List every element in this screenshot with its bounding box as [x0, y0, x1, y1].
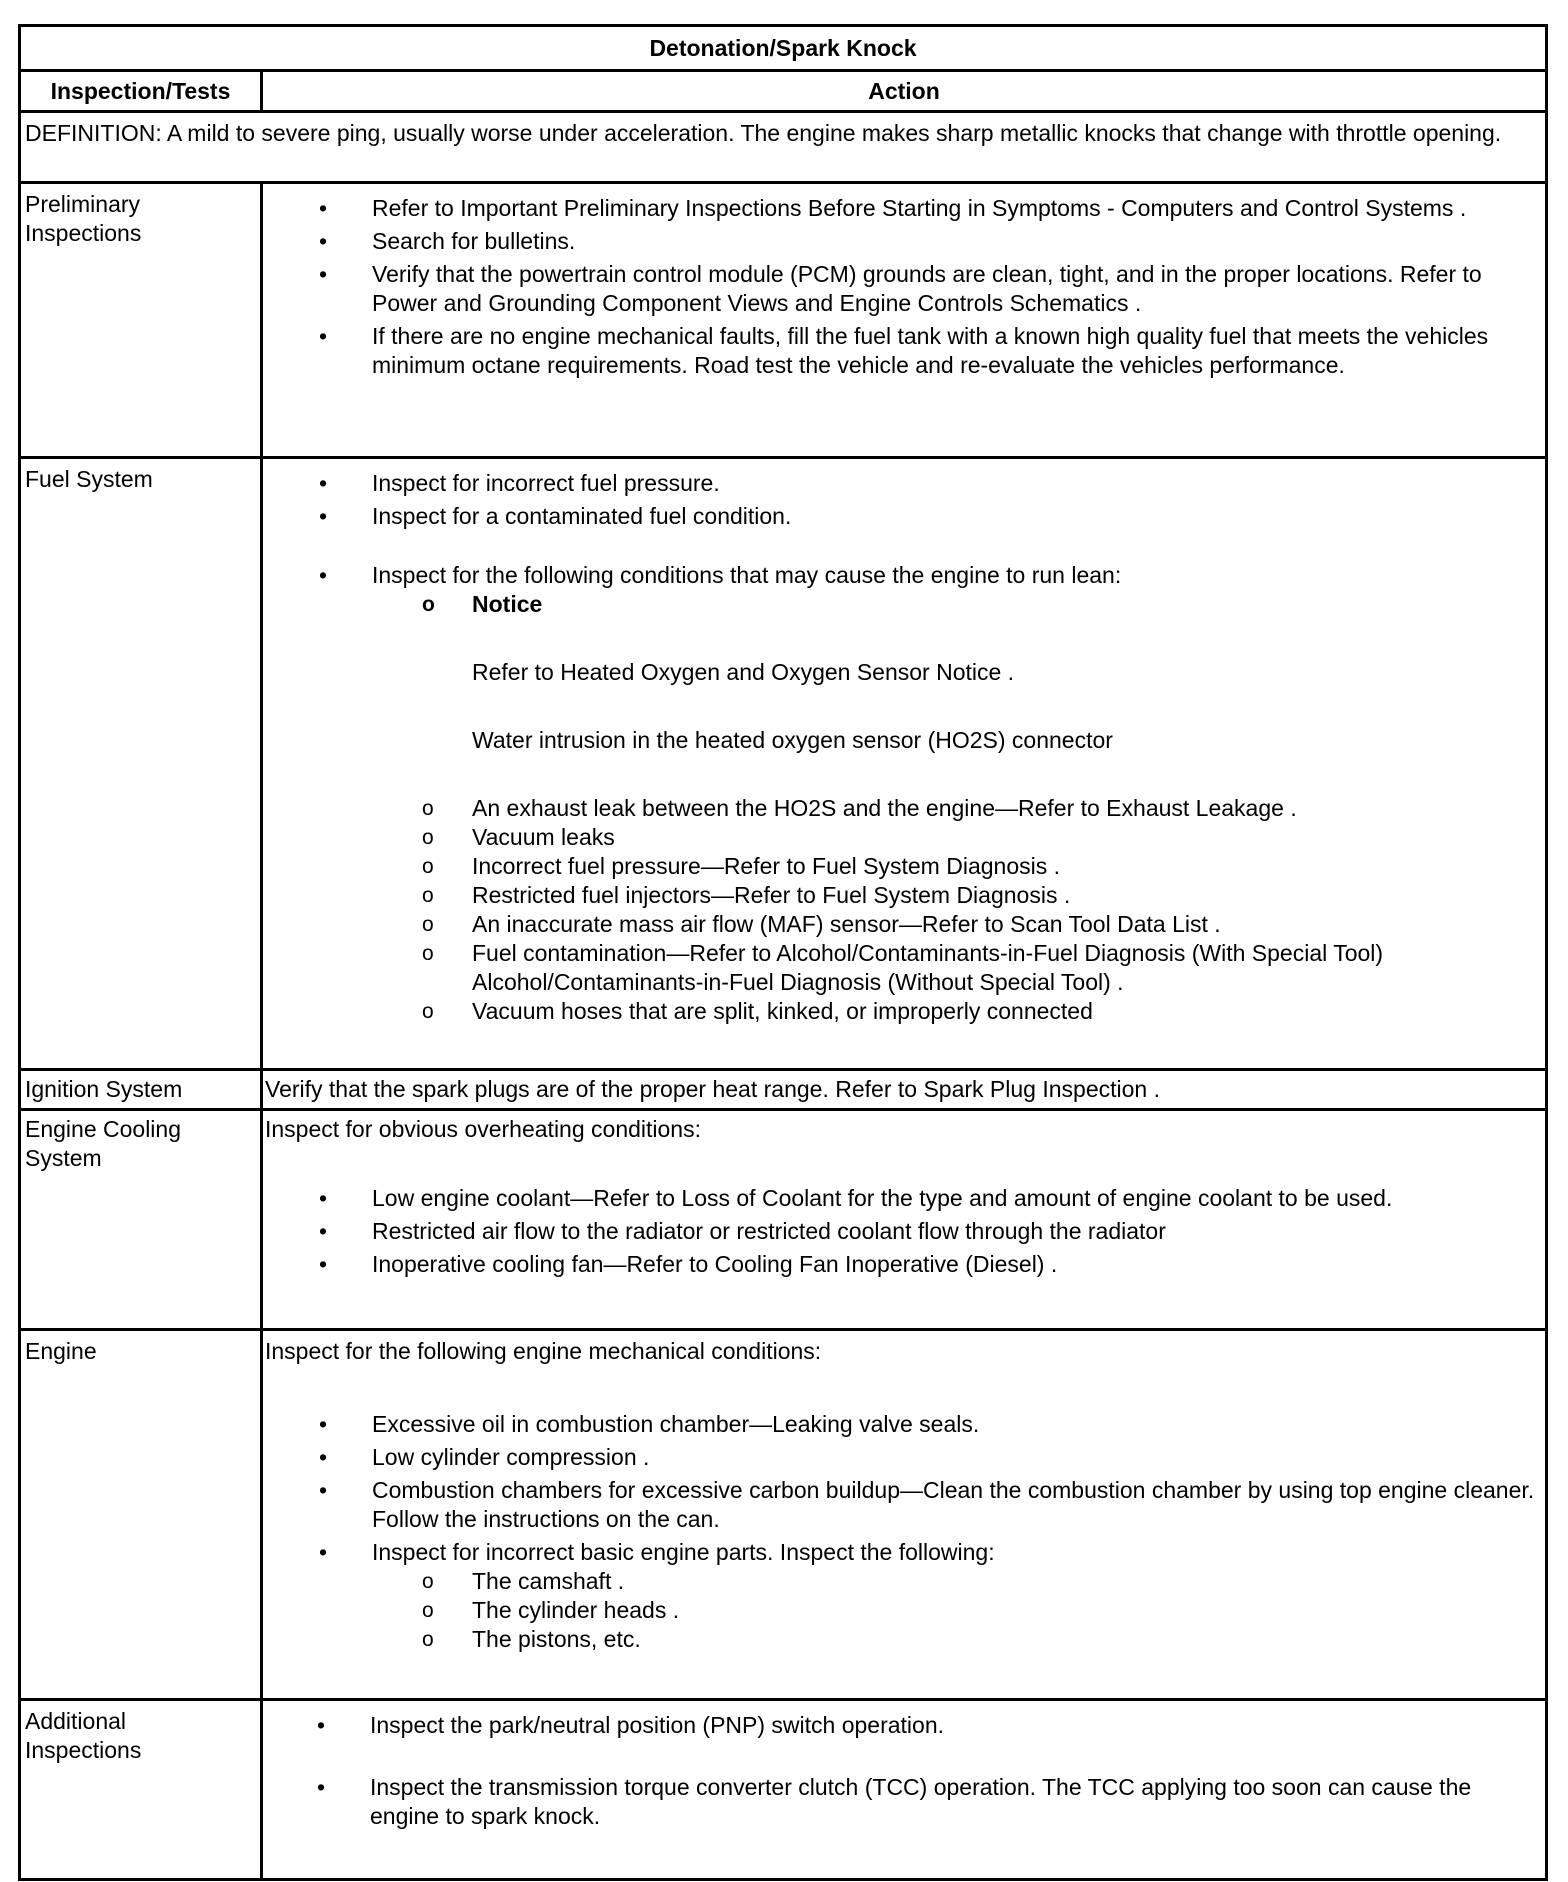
cooling-intro: Inspect for obvious overheating conditions: — [265, 1116, 701, 1142]
list-item: o Vacuum leaks — [267, 823, 1539, 852]
notice-text: Water intrusion in the heated oxygen sensor (HO2S) connector — [472, 727, 1113, 753]
fuel-sub-list — [267, 794, 1539, 1026]
label-preliminary-inspections: Preliminary Inspections — [25, 191, 142, 246]
list-item: o The cylinder heads . — [267, 1596, 1539, 1625]
row-additional-inspections — [21, 1701, 1545, 1878]
list-item: • Restricted air flow to the radiator or restricted coolant flow through the radiator — [267, 1217, 1539, 1246]
list-item: • Refer to Important Preliminary Inspections Before Starting in Symptoms - Computers and Control Systems . — [267, 194, 1539, 223]
definition-text: DEFINITION: A mild to severe ping, usually worse under acceleration. The engine makes sharp metallic knocks that change with throttle opening. — [25, 120, 1502, 146]
list-item: o Vacuum hoses that are split, kinked, or improperly connected — [267, 997, 1539, 1026]
list-item: o Fuel contamination—Refer to Alcohol/Contaminants-in-Fuel Diagnosis (With Special Tool) Alcohol/Contaminants-in-Fuel Diagnosis (Without Special Tool) . — [267, 939, 1539, 997]
label-ignition-system: Ignition System — [25, 1076, 183, 1102]
list-item: • Verify that the powertrain control module (PCM) grounds are clean, tight, and in the proper locations. Refer to Power and Grounding Component Views and Engine Controls Schematics . — [267, 260, 1539, 318]
fuel-lean-list — [267, 561, 1539, 619]
label-engine-cooling-system: Engine Cooling System — [25, 1116, 182, 1171]
row-ignition-system — [21, 1071, 1545, 1111]
list-item: • Low engine coolant—Refer to Loss of Coolant for the type and amount of engine coolant to be used. — [267, 1184, 1539, 1213]
list-item: • Inoperative cooling fan—Refer to Cooling Fan Inoperative (Diesel) . — [267, 1250, 1539, 1279]
list-item: • Inspect for incorrect fuel pressure. — [267, 469, 1539, 498]
list-item: • Inspect for the following conditions that may cause the engine to run lean: — [267, 561, 1539, 590]
cooling-list — [267, 1184, 1539, 1279]
row-engine-cooling-system — [21, 1111, 1545, 1331]
list-item: • Inspect the park/neutral position (PNP) switch operation. — [265, 1711, 1539, 1740]
list-item: • Inspect for a contaminated fuel condition. — [267, 502, 1539, 531]
engine-intro: Inspect for the following engine mechanical conditions: — [265, 1338, 822, 1364]
list-item: • If there are no engine mechanical faults, fill the fuel tank with a known high quality fuel that meets the vehicles minimum octane requirements. Road test the vehicle and re-evaluate the vehicles performance. — [267, 322, 1539, 380]
definition-row — [21, 113, 1545, 184]
list-item: o An exhaust leak between the HO2S and the engine—Refer to Exhaust Leakage . — [267, 794, 1539, 823]
list-item: • Inspect the transmission torque converter clutch (TCC) operation. The TCC applying too soon can cause the engine to spark knock. — [265, 1773, 1539, 1831]
list-item: o The camshaft . — [267, 1567, 1539, 1596]
label-fuel-system: Fuel System — [25, 466, 153, 492]
row-engine — [21, 1331, 1545, 1701]
notice-reference: Refer to Heated Oxygen and Oxygen Sensor Notice . — [472, 659, 1015, 685]
list-item: • Combustion chambers for excessive carbon buildup—Clean the combustion chamber by using top engine cleaner. Follow the instructions on the can. — [267, 1476, 1539, 1534]
additional-list — [265, 1711, 1539, 1835]
list-item: o An inaccurate mass air flow (MAF) sensor—Refer to Scan Tool Data List . — [267, 910, 1539, 939]
list-item: • Excessive oil in combustion chamber—Leaking valve seals. — [267, 1410, 1539, 1439]
header-action: Action — [868, 78, 940, 104]
list-item: • Low cylinder compression . — [267, 1443, 1539, 1472]
preliminary-list — [267, 194, 1539, 384]
engine-list — [267, 1410, 1539, 1567]
table-title: Detonation/Spark Knock — [649, 35, 917, 61]
row-fuel-system — [21, 459, 1545, 1071]
header-inspection-tests: Inspection/Tests — [50, 78, 231, 104]
fuel-list — [267, 469, 1539, 531]
label-engine: Engine — [25, 1338, 97, 1364]
document-table — [18, 24, 1548, 1881]
column-header-row — [21, 72, 1545, 113]
table-title-row — [21, 27, 1545, 72]
list-item: • Search for bulletins. — [267, 227, 1539, 256]
list-item: o Restricted fuel injectors—Refer to Fuel System Diagnosis . — [267, 881, 1539, 910]
list-item: o Incorrect fuel pressure—Refer to Fuel System Diagnosis . — [267, 852, 1539, 881]
row-preliminary-inspections — [21, 184, 1545, 459]
notice-title: o Notice — [267, 590, 1539, 619]
label-additional-inspections: Additional Inspections — [25, 1708, 142, 1763]
list-item: o The pistons, etc. — [267, 1625, 1539, 1654]
engine-sub-list — [267, 1567, 1539, 1654]
ignition-text: Verify that the spark plugs are of the proper heat range. Refer to Spark Plug Inspection . — [265, 1076, 1160, 1102]
list-item: • Inspect for incorrect basic engine parts. Inspect the following: — [267, 1538, 1539, 1567]
